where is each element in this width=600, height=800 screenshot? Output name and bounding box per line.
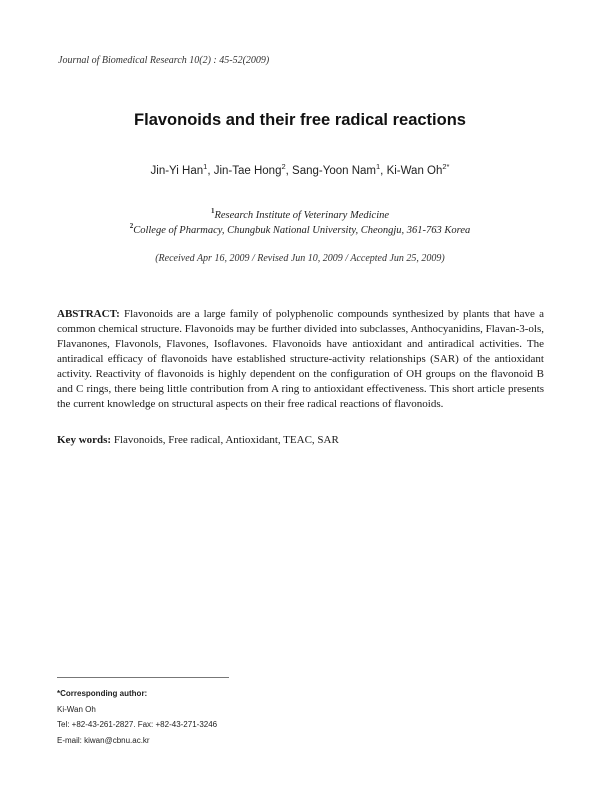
author-name: Sang-Yoon Nam (292, 165, 376, 177)
author-affiliation-marker: 1 (203, 162, 208, 171)
corresponding-author-heading: *Corresponding author: (57, 689, 148, 698)
author-list (0, 162, 600, 177)
affiliation-2 (0, 222, 600, 236)
author-name: Jin-Tae Hong (213, 165, 282, 177)
abstract (57, 307, 544, 412)
keywords (57, 434, 544, 446)
author-affiliation-marker: 2 (281, 162, 286, 171)
keywords-label: Key words: (57, 434, 112, 446)
author-name: Ki-Wan Oh (386, 165, 443, 177)
corresponding-author-phone: Tel: +82-43-261-2827. Fax: +82-43-271-3246 (57, 720, 218, 729)
affiliation-text: Research Institute of Veterinary Medicine (214, 210, 390, 221)
abstract-label: ABSTRACT: (57, 308, 120, 320)
affiliation-marker: 2 (129, 222, 134, 230)
submission-dates: (Received Apr 16, 2009 / Revised Jun 10, 2009 / Accepted Jun 25, 2009) (155, 253, 445, 264)
author-separator: , (207, 165, 214, 177)
keywords-text: Flavonoids, Free radical, Antioxidant, TEAC, SAR (113, 434, 339, 446)
affiliation-marker: 1 (210, 207, 215, 215)
author-affiliation-marker: 2* (442, 162, 450, 171)
paper-title: Flavonoids and their free radical reactions (134, 111, 466, 129)
corresponding-author-block (57, 686, 217, 748)
affiliation-1 (0, 207, 600, 221)
corresponding-author-name: Ki-Wan Oh (57, 704, 96, 714)
footnote-divider (57, 677, 229, 678)
corresponding-author-email: E-mail: kiwan@cbnu.ac.kr (57, 735, 150, 745)
author-separator: , (380, 165, 387, 177)
journal-citation: Journal of Biomedical Research 10(2) : 45-52(2009) (58, 55, 270, 66)
author-separator: , (285, 165, 293, 177)
author-affiliation-marker: 1 (376, 162, 381, 171)
author-name: Jin-Yi Han (150, 165, 204, 177)
abstract-text: Flavonoids are a large family of polyphenolic compounds synthesized by plants that have a common chemical structure. Flavonoids may be further divided into subclasses, Anthocyanidins, Flavan-3-ols, Flavanones, Flavonols, Flavones, Isoflavones. Flavonoids have antioxidant and antiradical activities. The antiradical efficacy of flavonoids have established structure-activity relationships (SAR) of the antioxidant activity. Reactivity of flavonoids is highly dependent on the configuration of OH groups on the flavonoid B and C rings, there being little contribution from A ring to antioxidant effectiveness. This short article presents the current knowledge on structural aspects on their free radical reactions of flavonoids. (57, 308, 545, 410)
affiliation-text: College of Pharmacy, Chungbuk National University, Cheongju, 361-763 Korea (133, 225, 471, 236)
